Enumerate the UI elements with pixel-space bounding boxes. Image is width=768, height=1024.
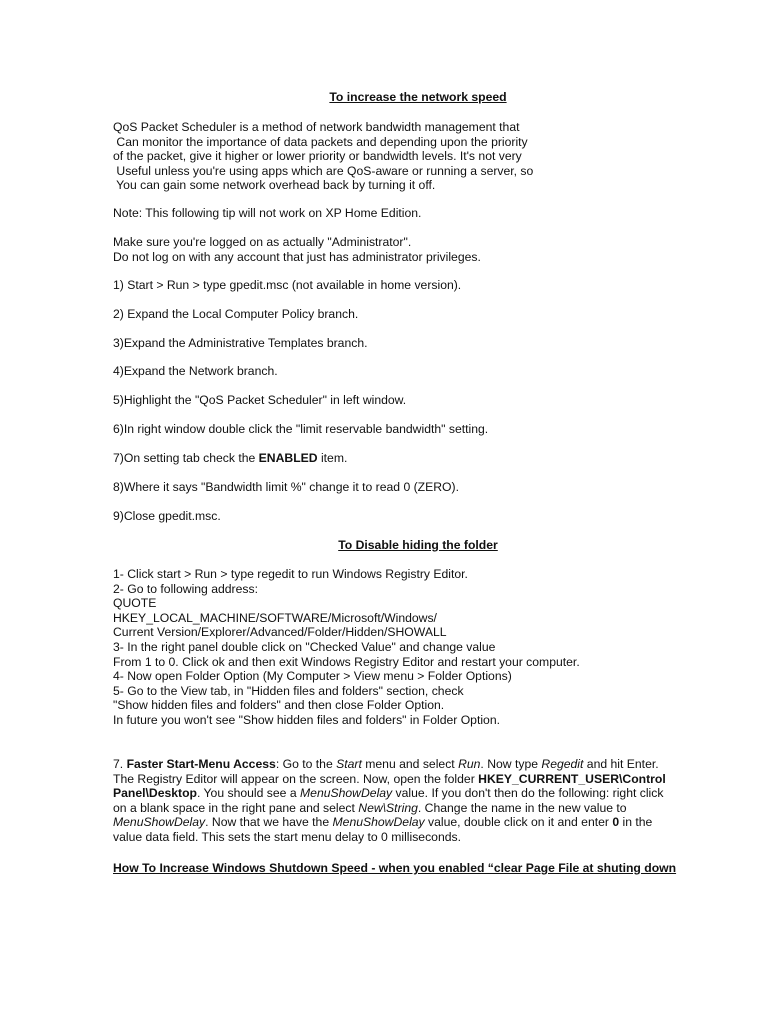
text: value, double click on it and enter: [424, 815, 613, 830]
heading-disable-hiding: To Disable hiding the folder: [338, 538, 498, 552]
text-line: HKEY_LOCAL_MACHINE/SOFTWARE/Microsoft/Windows/: [113, 610, 437, 625]
heading-network-speed: To increase the network speed: [329, 90, 507, 104]
text-line: of the packet, give it higher or lower priority or bandwidth levels. It's not very: [113, 149, 522, 164]
text-line: 1- Click start > Run > type regedit to run Windows Registry Editor.: [113, 567, 468, 581]
text: . You should see a: [197, 786, 301, 801]
paragraph-admin: [113, 235, 723, 264]
text-line: Do not log on with any account that just has administrator privileges.: [113, 249, 481, 264]
step-6: 6)In right window double click the "limit reservable bandwidth" setting.: [113, 422, 489, 436]
text-line: 4- Now open Folder Option (My Computer > View menu > Folder Options): [113, 669, 512, 684]
italic-text: New\String: [358, 800, 418, 815]
bold-text: Panel\Desktop: [113, 786, 197, 801]
text-line: 3- In the right panel double click on "Checked Value" and change value: [113, 639, 496, 654]
step-7: [113, 451, 723, 466]
text-line: QUOTE: [113, 596, 157, 611]
text-line: value data field. This sets the start menu delay to 0 milliseconds.: [113, 829, 461, 844]
italic-text: MenuShowDelay: [332, 815, 425, 830]
bold-text: HKEY_CURRENT_USER\Control: [478, 771, 666, 786]
step-9: 9)Close gpedit.msc.: [113, 509, 221, 523]
text: value. If you don't then do the following: right click: [392, 786, 664, 801]
text-line: QoS Packet Scheduler is a method of network bandwidth management that: [113, 120, 520, 134]
bold-text: Faster Start-Menu Access: [126, 757, 276, 771]
text: : Go to the: [275, 757, 337, 771]
text-line: 2- Go to following address:: [113, 581, 258, 596]
text-line: From 1 to 0. Click ok and then exit Windows Registry Editor and restart your computer.: [113, 654, 580, 669]
text: . Change the name in the new value to: [417, 800, 627, 815]
text-line: Can monitor the importance of data packets and depending upon the priority: [113, 134, 528, 149]
text: . Now that we have the: [205, 815, 333, 830]
paragraph-start-menu: [113, 757, 713, 845]
italic-text: Regedit: [541, 757, 584, 771]
text: The Registry Editor will appear on the screen. Now, open the folder: [113, 771, 479, 786]
paragraph-qos: [113, 120, 723, 193]
italic-text: MenuShowDelay: [300, 786, 393, 801]
italic-text: Run: [458, 757, 481, 771]
text: 7.: [113, 757, 127, 771]
bold-text: 0: [612, 815, 620, 830]
italic-text: MenuShowDelay: [113, 815, 206, 830]
text-line: Useful unless you're using apps which are QoS-aware or running a server, so: [113, 163, 534, 178]
text: on a blank space in the right pane and select: [113, 800, 359, 815]
step-8: 8)Where it says "Bandwidth limit %" change it to read 0 (ZERO).: [113, 480, 459, 494]
text: and hit Enter.: [583, 757, 659, 771]
text: in the: [619, 815, 653, 830]
step-7-enabled: ENABLED: [258, 451, 318, 465]
step-7-suffix: item.: [317, 451, 348, 465]
text-line: 5- Go to the View tab, in "Hidden files and folders" section, check: [113, 683, 464, 698]
text-line: Make sure you're logged on as actually "Administrator".: [113, 235, 412, 249]
text-line: You can gain some network overhead back by turning it off.: [113, 178, 436, 193]
paragraph-registry-steps: [113, 567, 723, 728]
step-2: 2) Expand the Local Computer Policy branch.: [113, 307, 359, 321]
note-text: Note: This following tip will not work on XP Home Edition.: [113, 206, 422, 220]
step-1: 1) Start > Run > type gpedit.msc (not available in home version).: [113, 278, 462, 292]
step-5: 5)Highlight the "QoS Packet Scheduler" in left window.: [113, 393, 407, 407]
heading-shutdown-speed: How To Increase Windows Shutdown Speed - when you enabled “clear Page File at shuting down: [113, 861, 677, 875]
text-line: Current Version/Explorer/Advanced/Folder/Hidden/SHOWALL: [113, 625, 447, 640]
text-line: In future you won't see "Show hidden files and folders" in Folder Option.: [113, 712, 500, 727]
text: . Now type: [480, 757, 542, 771]
italic-text: Start: [336, 757, 362, 771]
step-4: 4)Expand the Network branch.: [113, 364, 278, 378]
step-7-text: 7)On setting tab check the: [113, 451, 259, 465]
step-3: 3)Expand the Administrative Templates branch.: [113, 336, 368, 350]
text: menu and select: [361, 757, 459, 771]
text-line: "Show hidden files and folders" and then close Folder Option.: [113, 698, 445, 713]
